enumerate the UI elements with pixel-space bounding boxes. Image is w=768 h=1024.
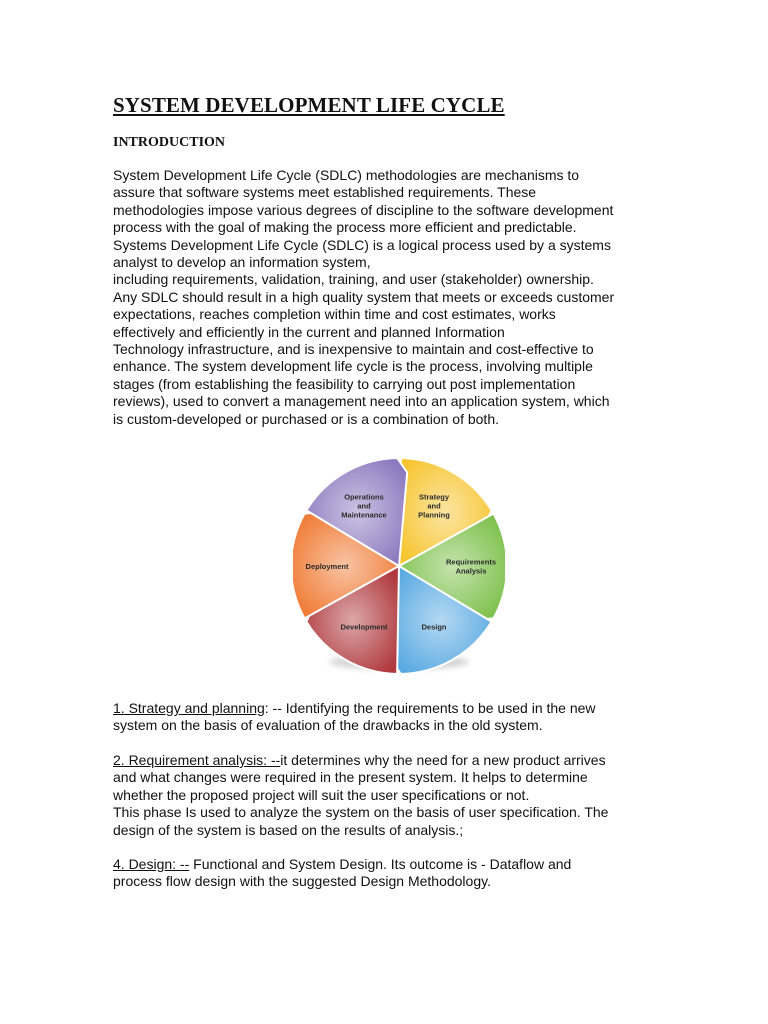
intro-line: assure that software systems meet established requirements. These — [113, 184, 537, 201]
intro-line: methodologies impose various degrees of discipline to the software development — [113, 201, 614, 218]
intro-line: reviews), used to convert a management need into an application system, which — [113, 393, 610, 410]
cycle-segment-label: and — [427, 501, 441, 511]
section-first-line — [113, 856, 658, 873]
cycle-segment-label: Strategy — [418, 492, 450, 502]
cycle-segment-label: Maintenance — [341, 510, 387, 520]
intro-line: enhance. The system development life cycle is the process, involving multiple — [113, 358, 593, 375]
cycle-segment-label: Analysis — [455, 566, 487, 576]
intro-line: Systems Development Life Cycle (SDLC) is a logical process used by a systems — [113, 236, 611, 253]
intro-line: effectively and efficiently in the current and planned Information — [113, 323, 505, 340]
section-text: it determines why the need for a new product arrives — [280, 752, 606, 768]
intro-line: expectations, reaches completion within time and cost estimates, works — [113, 306, 556, 323]
intro-heading: INTRODUCTION — [113, 135, 226, 150]
section-line: system on the basis of evaluation of the drawbacks in the old system. — [113, 717, 543, 734]
sdlc-cycle-diagram — [293, 450, 505, 678]
section-heading: 4. Design: -- — [113, 856, 190, 872]
cycle-segment-label: Operations — [344, 492, 384, 502]
section-text: Functional and System Design. Its outcome is - Dataflow and — [189, 856, 572, 872]
cycle-segment-label: Planning — [418, 510, 450, 520]
sdlc-cycle-svg — [293, 450, 505, 678]
cycle-segment-label: Deployment — [305, 562, 349, 571]
section-design — [113, 856, 658, 891]
section-line: process flow design with the suggested Design Methodology. — [113, 873, 491, 890]
intro-line: System Development Life Cycle (SDLC) methodologies are mechanisms to — [113, 167, 580, 183]
cycle-segment-label: Requirements — [445, 557, 497, 567]
intro-paragraph — [113, 167, 658, 428]
cycle-segment-label: and — [357, 501, 371, 511]
cycle-segment-label: Design — [421, 622, 447, 632]
intro-line: Any SDLC should result in a high quality system that meets or exceeds customer — [113, 288, 615, 305]
intro-line: including requirements, validation, training, and user (stakeholder) ownership. — [113, 271, 594, 288]
section-first-line — [113, 752, 658, 769]
cycle-segment-label: Development — [340, 622, 388, 632]
section-line: This phase Is used to analyze the system on the basis of user specification. The — [113, 804, 609, 821]
section-line: design of the system is based on the results of analysis.; — [113, 821, 464, 838]
section-heading: 1. Strategy and planning — [113, 700, 265, 716]
intro-line: is custom-developed or purchased or is a combination of both. — [113, 410, 499, 427]
section-line: and what changes were required in the present system. It helps to determine — [113, 769, 588, 786]
section-first-line — [113, 700, 658, 717]
intro-line: Technology infrastructure, and is inexpensive to maintain and cost-effective to — [113, 341, 594, 358]
section-text: : -- Identifying the requirements to be used in the new — [264, 700, 596, 716]
section-requirement-analysis — [113, 752, 658, 839]
section-heading: 2. Requirement analysis: -- — [113, 752, 281, 768]
section-strategy-planning — [113, 700, 658, 735]
section-line: whether the proposed project will suit the user specifications or not. — [113, 786, 530, 803]
intro-line: stages (from establishing the feasibility to carrying out post implementation — [113, 375, 576, 392]
intro-line: process with the goal of making the process more efficient and predictable. — [113, 219, 577, 236]
document-title: SYSTEM DEVELOPMENT LIFE CYCLE — [113, 93, 505, 117]
intro-line: analyst to develop an information system, — [113, 254, 371, 271]
